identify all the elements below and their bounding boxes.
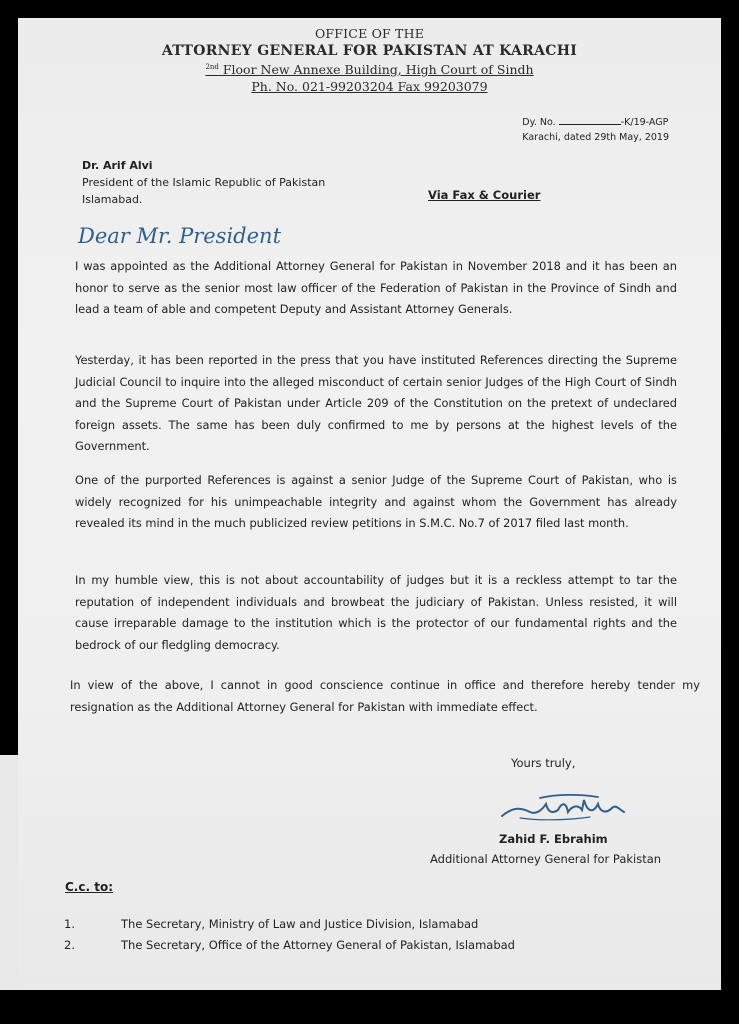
paragraph-1: I was appointed as the Additional Attorney General for Pakistan in November 2018 and it has been an honor to serve as the senior most law officer of the Federation of Pakistan in the Province of Sindh and lead a team of able and competent Deputy and Assistant Attorney Generals. [75, 259, 677, 316]
letter-page [18, 18, 721, 990]
letter-date: Karachi, dated 29th May, 2019 [522, 132, 669, 143]
dy-blank [559, 124, 621, 125]
letterhead-floor-sup: 2nd [205, 62, 219, 71]
cc-item-text: The Secretary, Office of the Attorney General of Pakistan, Islamabad [121, 938, 515, 952]
addressee-title: President of the Islamic Republic of Pakistan [82, 176, 326, 189]
top-black-bar [0, 0, 739, 18]
cc-item-number: 2. [64, 938, 75, 952]
salutation-ink-svg [76, 218, 376, 254]
signatory-name: Zahid F. Ebrahim [499, 832, 608, 846]
cc-item-number: 1. [64, 917, 75, 931]
bottom-black-bar [0, 990, 739, 1024]
left-page-edge [0, 755, 18, 990]
cc-item-text: The Secretary, Ministry of Law and Justice Division, Islamabad [121, 917, 479, 931]
cc-item [64, 917, 478, 931]
letterhead-address [18, 62, 721, 77]
dy-label: Dy. No. [522, 117, 556, 128]
letterhead-phone: Ph. No. 021-99203204 Fax 99203079 [251, 79, 488, 94]
reference-block [522, 115, 669, 145]
cc-item [64, 938, 515, 952]
dy-number [522, 115, 669, 130]
delivery-method: Via Fax & Courier [428, 188, 541, 202]
signatory-title: Additional Attorney General for Pakistan [430, 852, 662, 866]
paragraph-5: In view of the above, I cannot in good conscience continue in office and therefore hereby tender my resignation as the Additional Attorney General for Pakistan with immediate effect. [70, 678, 700, 714]
addressee-city: Islamabad. [82, 193, 143, 206]
letterhead-office: OFFICE OF THE [314, 26, 425, 41]
valediction: Yours truly, [511, 756, 576, 770]
addressee-name: Dr. Arif Alvi [82, 159, 153, 172]
signature-icon [500, 788, 650, 832]
salutation-text: Dear Mr. President [78, 224, 282, 248]
cc-heading: C.c. to: [65, 880, 113, 894]
dy-suffix: -K/19-AGP [620, 117, 669, 128]
letterhead-address-text: Floor New Annexe Building, High Court of Sindh [218, 62, 534, 77]
paragraph-4: In my humble view, this is not about accountability of judges but it is a reckless attempt to tar the reputation of independent individuals and browbeat the judiciary of Pakistan. Unless resisted, it will cause irreparable damage to the institution which is the protector of our fundamental rights and the bedrock of our fledgling democracy. [75, 573, 677, 652]
handwritten-salutation [76, 218, 376, 258]
letterhead-title: ATTORNEY GENERAL FOR PAKISTAN AT KARACHI [161, 43, 578, 59]
paragraph-3: One of the purported References is against a senior Judge of the Supreme Court of Pakistan, who is widely recognized for his unimpeachable integrity and against whom the Government has already revealed its mind in the much publicized review petitions in S.M.C. No.7 of 2017 filed last month. [75, 473, 677, 530]
paragraph-2: Yesterday, it has been reported in the press that you have instituted References directing the Supreme Judicial Council to inquire into the alleged misconduct of certain senior Judges of the High Court of Sindh and the Supreme Court of Pakistan under Article 209 of the Constitution on the pretext of undeclared foreign assets. The same has been duly confirmed to me by persons at the highest levels of the Government. [75, 353, 677, 453]
addressee-block [82, 157, 325, 208]
